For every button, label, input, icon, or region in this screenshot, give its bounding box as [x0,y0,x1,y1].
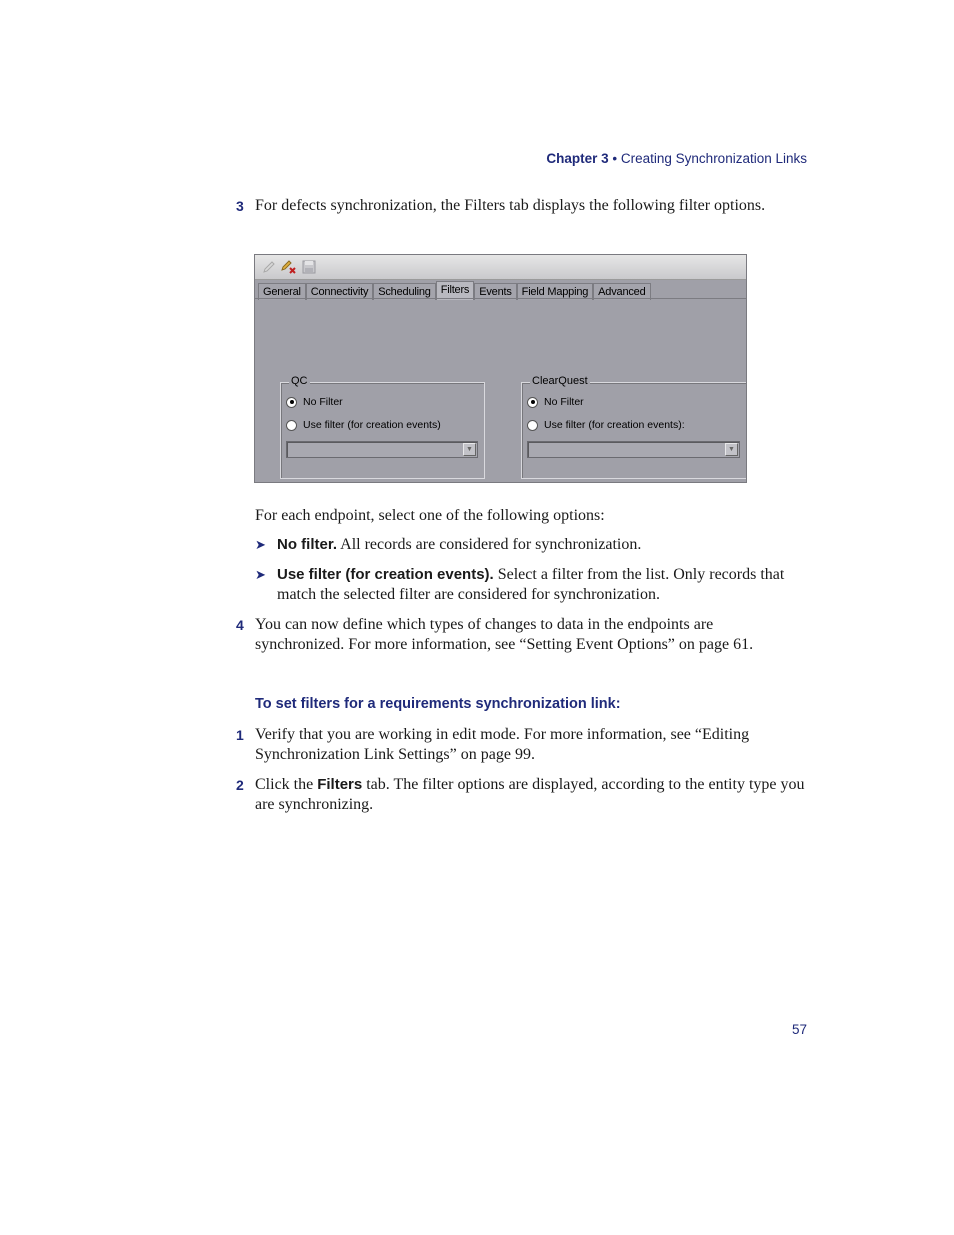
step-text: You can now define which types of changes to data in the endpoints are synchronized. For more information, see “Setting Event Options” on page 61. [255,616,754,653]
chevron-down-icon[interactable]: ▼ [463,443,476,456]
cq-use-filter-label: Use filter (for creation events): [544,419,685,431]
step-3 [236,196,806,216]
step-text: For defects synchronization, the Filters tab displays the following filter options. [255,197,766,214]
bullet-text: All records are considered for synchronization. [337,536,642,553]
tab-field-mapping[interactable]: Field Mapping [517,283,594,300]
cq-legend: ClearQuest [532,375,588,387]
edit-icon[interactable] [261,259,277,275]
cq-use-filter-option[interactable] [527,419,685,431]
cq-no-filter-option[interactable] [527,396,584,408]
tab-strip [258,281,651,299]
bullet-no-filter [255,535,805,555]
qc-filter-select[interactable] [286,441,478,458]
tab-general[interactable]: General [258,283,306,300]
procedure-step-2 [236,775,806,815]
qc-use-filter-radio[interactable] [286,420,297,431]
page-number: 57 [791,1022,807,1037]
qc-use-filter-label: Use filter (for creation events) [303,419,441,431]
cq-use-filter-radio[interactable] [527,420,538,431]
qc-use-filter-option[interactable] [286,419,441,431]
arrow-bullet-icon: ➤ [255,538,266,553]
qc-filter-group [280,375,485,479]
tab-scheduling[interactable]: Scheduling [373,283,435,300]
step-text: Verify that you are working in edit mode. For more information, see “Editing Synchronization Link Settings” on page 99. [255,726,750,763]
save-icon[interactable] [301,259,317,275]
procedure-step-1 [236,725,806,765]
qc-no-filter-label: No Filter [303,396,343,408]
cq-filter-select[interactable] [527,441,740,458]
tab-advanced[interactable]: Advanced [593,283,650,300]
cancel-edit-icon[interactable] [281,259,297,275]
intro-paragraph: For each endpoint, select one of the following options: [255,507,605,524]
step-number: 4 [236,617,244,633]
cq-filter-group [521,375,747,479]
chapter-title: Creating Synchronization Links [620,151,807,166]
step-number: 3 [236,198,244,214]
qc-no-filter-option[interactable] [286,396,343,408]
cq-no-filter-label: No Filter [544,396,584,408]
arrow-bullet-icon: ➤ [255,568,266,583]
step-number: 1 [236,727,244,743]
step-4 [236,615,806,655]
bullet-use-filter [255,565,805,605]
cq-no-filter-radio[interactable] [527,397,538,408]
step-text-pre: Click the [255,776,318,793]
tab-filters[interactable]: Filters [436,281,475,300]
filters-term: Filters [317,776,363,793]
bullet-text: Select a filter from the list. Only records that match the selected filter are considered for synchronization. [277,566,785,603]
tab-events[interactable]: Events [474,283,516,300]
filters-screenshot [254,254,747,483]
bullet-term: Use filter (for creation events). [277,566,494,583]
chapter-label: Chapter 3 [546,151,609,166]
step-number: 2 [236,777,244,793]
qc-no-filter-radio[interactable] [286,397,297,408]
qc-legend: QC [291,375,308,387]
chevron-down-icon[interactable]: ▼ [725,443,738,456]
header-separator: • [612,151,618,166]
bullet-term: No filter. [277,536,338,553]
toolbar [255,255,746,280]
step-text-post: tab. The filter options are displayed, according to the entity type you are synchronizing. [255,776,805,813]
running-header [546,151,807,166]
procedure-title: To set filters for a requirements synchronization link: [255,696,621,712]
tab-divider [255,298,746,299]
tab-connectivity[interactable]: Connectivity [306,283,374,300]
